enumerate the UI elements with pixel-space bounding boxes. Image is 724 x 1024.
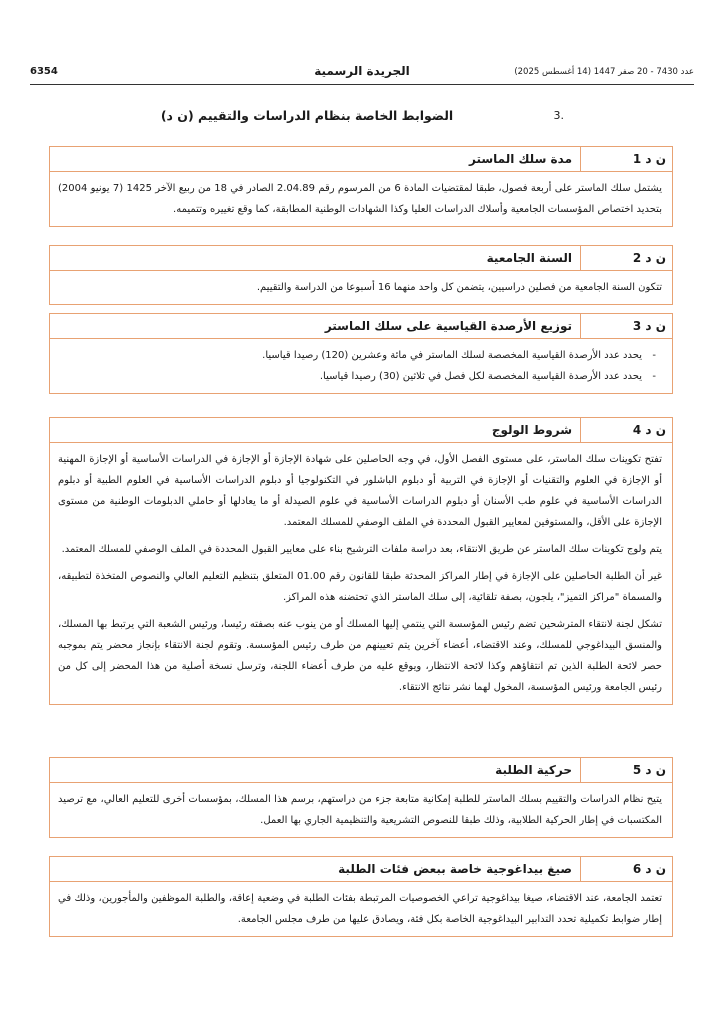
article-body <box>50 172 672 226</box>
article-body <box>50 339 672 393</box>
article-header <box>50 246 672 271</box>
issue-info: عدد 7430 - 20 صفر 1447 (14 أغسطس 2025) <box>514 67 694 77</box>
article-paragraph: تعتمد الجامعة، عند الاقتضاء، صيغا بيداغوجية تراعي الخصوصيات المرتبطة بفئات الطلبة في وضعية إعاقة، والطلبة الموظفين والمأجورين، وذلك في إطار ضوابط تكميلية تحدد التدابير البيداغوجية الخاصة بكل فئة، ويصادق عليها من طرف مجلس الجامعة. <box>58 893 662 925</box>
article-header <box>50 147 672 172</box>
article-code: ن د 4 <box>580 418 672 442</box>
article-body <box>50 783 672 837</box>
article-code: ن د 5 <box>580 758 672 782</box>
article-header <box>50 758 672 783</box>
article-paragraph: يتيح نظام الدراسات والتقييم بسلك الماستر للطلبة إمكانية متابعة جزء من دراستهم، برسم هذا المسلك، بمؤسسات أخرى للتعليم العالي، مع ترصيد المكتسبات في إطار الحركية الطلابية، وذلك طبقا للنصوص التشريعية والتنظيمية الجاري بها العمل. <box>58 794 662 826</box>
article-body <box>50 443 672 704</box>
article-header <box>50 418 672 443</box>
article-title: شروط الولوج <box>491 423 572 437</box>
article-body <box>50 882 672 936</box>
header-divider <box>30 84 694 85</box>
article-title: حركية الطلبة <box>495 763 572 777</box>
article-code: ن د 3 <box>580 314 672 338</box>
bullet-item: - يحدد عدد الأرصدة القياسية المخصصة لكل فصل في ثلاثين (30) رصيدا قياسيا. <box>58 366 642 387</box>
article-box-5 <box>49 757 673 838</box>
article-header <box>50 314 672 339</box>
article-box-3 <box>49 313 673 394</box>
page-header <box>30 64 694 84</box>
article-box-4 <box>49 417 673 705</box>
article-box-1 <box>49 146 673 227</box>
bullet-item: - يحدد عدد الأرصدة القياسية المخصصة لسلك الماستر في مائة وعشرين (120) رصيدا قياسيا. <box>58 345 642 366</box>
article-paragraph: تشكل لجنة لانتقاء المترشحين تضم رئيس المؤسسة التي ينتمي إليها المسلك أو من ينوب عنه بصفته رئيسا، ورئيس الشعبة التي يرتبط بها المسلك، والمنسق البيداغوجي للمسلك، وعند الاقتضاء، أعضاء آخرين يتم تعيينهم من طرف رئيس المؤسسة. وتقوم لجنة الانتقاء بإنجاز محضر يتم بموجبه حصر لائحة الطلبة الذين تم انتقاؤهم وكذا لائحة الانتظار، ويوقع عليه من طرف أعضاء اللجنة، وترسل نسخة أصلية من هذا المحضر إلى كل من رئيس الجامعة ورئيس المؤسسة، المخول لهما نشر نتائج الانتقاء. <box>58 619 662 693</box>
article-title: مدة سلك الماستر <box>468 152 572 166</box>
article-box-6 <box>49 856 673 937</box>
article-title: السنة الجامعية <box>486 251 572 265</box>
article-code: ن د 1 <box>580 147 672 171</box>
article-code: ن د 6 <box>580 857 672 881</box>
article-paragraph: غير أن الطلبة الحاصلين على الإجازة في إطار المراكز المحدثة طبقا للقانون رقم 01.00 المتعلق بتنظيم التعليم العالي والنصوص المتخذة لتطبيقه، والمسماة "مراكز التميز"، يلجون، بصفة تلقائية، إلى سلك الماستر الذي تحتضنه هذه المراكز. <box>58 571 663 603</box>
article-bullets <box>58 345 662 387</box>
section-number: 3. <box>553 109 564 122</box>
page-number: 6354 <box>30 66 58 77</box>
article-body <box>50 271 672 304</box>
article-paragraph: تتكون السنة الجامعية من فصلين دراسيين، يتضمن كل واحد منهما 16 أسبوعا من الدراسة والتقييم. <box>256 282 662 293</box>
article-paragraph: يشتمل سلك الماستر على أربعة فصول، طبقا لمقتضيات المادة 6 من المرسوم رقم 2.04.89 الصادر في 18 من ربيع الآخر 1425 (7 يونيو 2004) بتحديد اختصاص المؤسسات الجامعية وأسلاك الدراسات العليا وكذا الشهادات الوطنية المطابقة، كما وقع تغييره وتتميمه. <box>58 183 662 215</box>
journal-title: الجريدة الرسمية <box>314 64 410 78</box>
section-title: الضوابط الخاصة بنظام الدراسات والتقييم (ن د) <box>160 108 454 123</box>
article-paragraph: يتم ولوج تكوينات سلك الماستر عن طريق الانتقاء، بعد دراسة ملفات الترشيح بناء على معايير القبول المحددة في الملف الوصفي للمسلك المعتمد. <box>61 544 662 555</box>
article-paragraph: تفتح تكوينات سلك الماستر، على مستوى الفصل الأول، في وجه الحاصلين على شهادة الإجازة أو الإجازة في الدراسات الأساسية أو الإجازة المهنية أو الإجازة في العلوم والتقنيات أو الإجازة في التربية أو دبلوم الباشلور في التكنولوجيا أو دبلوم الدراسات الأساسية في العلوم الطبية أو دبلوم الدراسات الأساسية في علوم طب الأسنان أو دبلوم الدراسات الأساسية في علوم الصيدلة أو ما يعادلها أو حاملي الدبلومات الوطنية من مستوى الإجازة على الأقل، والمستوفين لمعايير القبول المحددة في الملف الوصفي للمسلك المعتمد. <box>58 454 662 528</box>
article-title: صيغ بيداغوجية خاصة ببعض فئات الطلبة <box>338 862 572 876</box>
article-header <box>50 857 672 882</box>
article-box-2 <box>49 245 673 305</box>
article-title: توزيع الأرصدة القياسية على سلك الماستر <box>324 319 572 333</box>
article-code: ن د 2 <box>580 246 672 270</box>
